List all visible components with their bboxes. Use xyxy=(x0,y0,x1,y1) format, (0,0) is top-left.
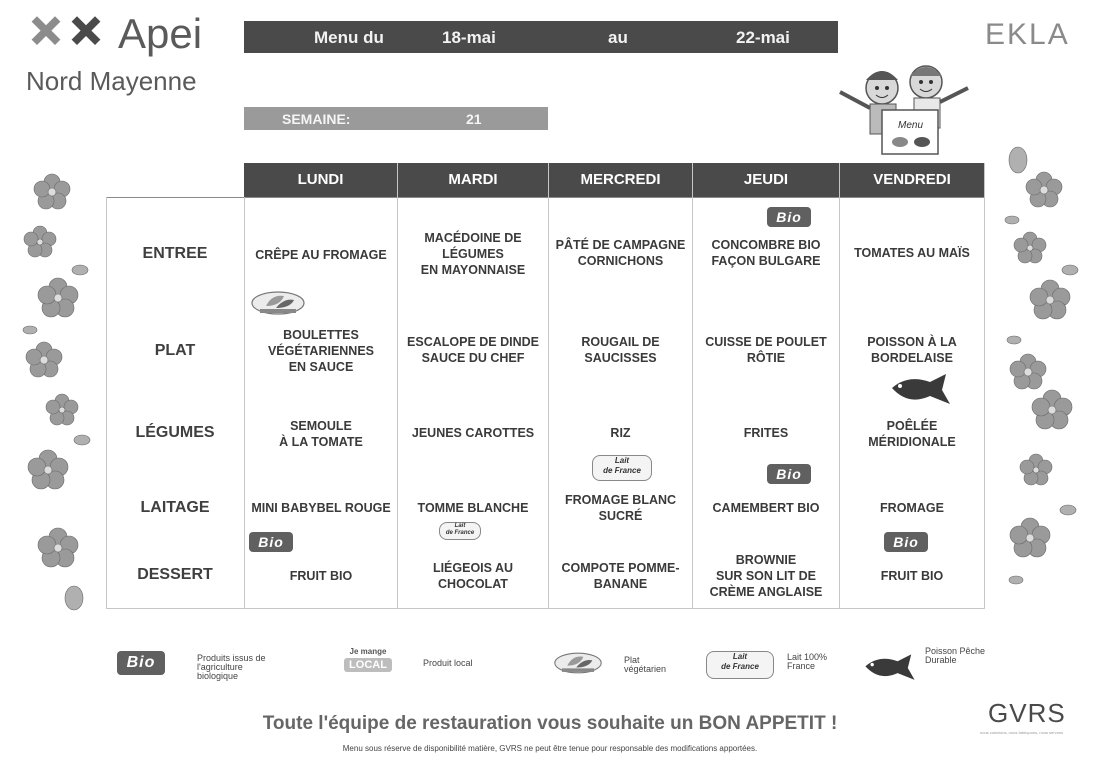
menu-cell: CRÊPE AU FROMAGE xyxy=(255,248,387,262)
lait-france-icon: Lait de France xyxy=(439,522,481,540)
menu-label: Menu du xyxy=(314,28,384,47)
menu-cell: TOMATES AU MAÏS xyxy=(854,246,970,260)
week-label: SEMAINE: xyxy=(282,111,351,127)
col-divider xyxy=(839,163,840,609)
col-divider xyxy=(397,163,398,609)
legend-vegetarian-icon xyxy=(553,649,603,677)
day-header-mardi: MARDI xyxy=(398,163,548,197)
date-to: 22-mai xyxy=(736,28,790,47)
menu-cell: FRITES xyxy=(743,426,789,440)
logo-title: Apei xyxy=(118,10,203,57)
table-top-line xyxy=(106,197,984,198)
legend-fish-text: Poisson Pêche Durable xyxy=(925,646,986,665)
menu-cell: FRUIT BIO xyxy=(880,569,944,583)
menu-date-bar xyxy=(244,21,838,53)
to-label: au xyxy=(608,28,628,47)
legend-fish-icon xyxy=(862,650,918,686)
bio-badge-icon: Bio xyxy=(767,464,811,484)
flower-decoration-icon xyxy=(18,170,98,620)
menu-cell: BOULETTES VÉGÉTARIENNES EN SAUCE xyxy=(267,328,375,374)
menu-cell: RIZ xyxy=(610,426,631,440)
row-label-entree: ENTREE xyxy=(142,245,208,262)
menu-cell: SEMOULE À LA TOMATE xyxy=(279,419,363,449)
legend-local-badge-icon: Je mange LOCAL xyxy=(344,647,392,679)
menu-cell: PÂTÉ DE CAMPAGNE CORNICHONS xyxy=(555,238,686,268)
menu-cell: LIÉGEOIS AU CHOCOLAT xyxy=(432,561,514,591)
menu-cell: TOMME BLANCHE xyxy=(417,501,529,515)
day-header-lundi: LUNDI xyxy=(244,163,397,197)
kids-sign-text: Menu xyxy=(898,120,924,131)
day-header-vendredi: VENDREDI xyxy=(840,163,984,197)
menu-cell: BROWNIE SUR SON LIT DE CRÈME ANGLAISE xyxy=(709,553,823,599)
footer-disclaimer: Menu sous réserve de disponibilité matière, GVRS ne peut être tenue pour responsable des modifications apportées. xyxy=(342,744,758,753)
legend-vegetarian-text: Plat végétarien xyxy=(624,655,667,674)
row-label-laitage: LAITAGE xyxy=(140,499,210,516)
legend-bio-text: Produits issus de l'agriculture biologique xyxy=(197,653,266,681)
vegetarian-icon xyxy=(250,290,306,316)
flower-decoration-icon xyxy=(1000,140,1090,600)
menu-cell: POÊLÉE MÉRIDIONALE xyxy=(868,419,956,449)
day-header-mercredi: MERCREDI xyxy=(549,163,692,197)
date-from: 18-mai xyxy=(442,28,496,47)
menu-cell: COMPOTE POMME- BANANE xyxy=(561,561,680,591)
row-label-plat: PLAT xyxy=(154,342,196,359)
fish-icon xyxy=(888,372,954,408)
gvrs-logo: GVRS xyxy=(988,698,1066,728)
week-bar xyxy=(244,107,548,130)
ekla-logo: EKLA xyxy=(985,18,1070,51)
legend-local-text: Produit local xyxy=(423,658,473,668)
col-divider xyxy=(984,163,985,609)
legend-lait-text: Lait 100% France xyxy=(787,652,828,671)
row-label-legumes: LÉGUMES xyxy=(135,424,215,441)
menu-cell: CUISSE DE POULET RÔTIE xyxy=(705,335,827,365)
legend-bio-badge-icon: Bio xyxy=(117,651,165,675)
bio-badge-icon: Bio xyxy=(884,532,928,552)
bio-badge-icon: Bio xyxy=(767,207,811,227)
bio-badge-icon: Bio xyxy=(249,532,293,552)
menu-cell: FROMAGE xyxy=(880,501,944,515)
apei-logo-icon xyxy=(28,12,110,52)
menu-cell: FRUIT BIO xyxy=(289,569,353,583)
menu-cell: CAMEMBERT BIO xyxy=(712,501,820,515)
col-divider xyxy=(692,163,693,609)
lait-france-icon: Lait de France xyxy=(592,455,652,481)
menu-cell: ESCALOPE DE DINDE SAUCE DU CHEF xyxy=(407,335,539,365)
col-divider xyxy=(244,163,245,609)
gvrs-tagline: nous cuisinons, nous fabriquons, nous servons xyxy=(980,730,1064,735)
col-divider xyxy=(548,163,549,609)
table-bottom-line xyxy=(106,608,984,609)
footer-message: Toute l'équipe de restauration vous souhaite un BON APPETIT ! xyxy=(262,713,838,734)
legend-lait-france-icon: Lait de France xyxy=(706,651,774,679)
menu-cell: MACÉDOINE DE LÉGUMES EN MAYONNAISE xyxy=(420,231,526,277)
week-number: 21 xyxy=(466,111,482,127)
logo-subtitle: Nord Mayenne xyxy=(26,66,197,96)
row-label-dessert: DESSERT xyxy=(137,566,213,583)
menu-cell: FROMAGE BLANC SUCRÉ xyxy=(564,493,677,523)
menu-cell: ROUGAIL DE SAUCISSES xyxy=(581,335,660,365)
menu-cell: MINI BABYBEL ROUGE xyxy=(251,501,391,515)
kids-illustration-icon xyxy=(830,58,978,168)
menu-cell: JEUNES CAROTTES xyxy=(411,426,535,440)
menu-cell: POISSON À LA BORDELAISE xyxy=(867,335,957,365)
menu-cell: CONCOMBRE BIO FAÇON BULGARE xyxy=(711,238,821,268)
day-header-jeudi: JEUDI xyxy=(693,163,839,197)
